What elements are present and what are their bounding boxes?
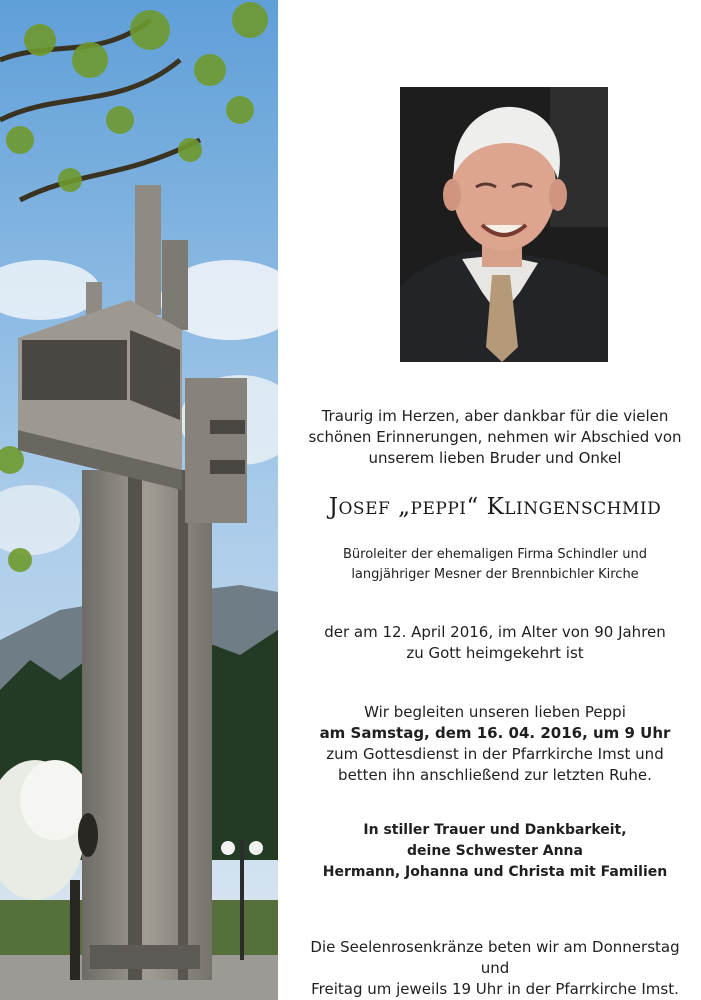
- mourners-line: In stiller Trauer und Dankbarkeit,: [363, 822, 627, 838]
- mourners-line: Hermann, Johanna und Christa mit Familien: [322, 864, 668, 880]
- mourners-line: deine Schwester Anna: [407, 843, 583, 859]
- intro-line: unserem lieben Bruder und Onkel: [368, 449, 622, 467]
- bell-tower-photo: [0, 0, 278, 1000]
- name-part: LINGENSCHMID: [504, 499, 662, 519]
- death-line: der am 12. April 2016, im Alter von 90 Jahren: [324, 623, 666, 641]
- nickname: PEPPI: [410, 499, 467, 519]
- name-part: OSEF: [338, 499, 391, 519]
- intro-line: Traurig im Herzen, aber dankbar für die vielen: [321, 407, 669, 425]
- rosary-notice: [300, 937, 690, 1000]
- deceased-name: [300, 494, 690, 520]
- rosary-line: Die Seelenrosenkränze beten wir am Donnerstag und: [310, 938, 680, 977]
- service-line: Wir begleiten unseren lieben Peppi: [364, 703, 626, 721]
- name-quote-close: “: [466, 494, 487, 520]
- name-initial: J: [328, 494, 339, 520]
- death-notice: [300, 622, 690, 664]
- roles-line: langjähriger Mesner der Brennbichler Kirche: [351, 567, 639, 582]
- service-date: am Samstag, dem 16. 04. 2016, um 9 Uhr: [319, 724, 671, 742]
- portrait-photo: [400, 87, 608, 362]
- name-quote-open: „: [390, 494, 411, 520]
- service-line: zum Gottesdienst in der Pfarrkirche Imst und: [326, 745, 664, 763]
- roles-text: [300, 545, 690, 585]
- roles-line: Büroleiter der ehemaligen Firma Schindler und: [343, 547, 647, 562]
- rosary-line: Freitag um jeweils 19 Uhr in der Pfarrkirche Imst.: [311, 980, 679, 998]
- name-initial: K: [486, 494, 505, 520]
- funeral-service: [300, 702, 690, 786]
- intro-text: [300, 406, 690, 469]
- name-heading: [300, 494, 690, 520]
- intro-line: schönen Erinnerungen, nehmen wir Abschied von: [308, 428, 682, 446]
- death-line: zu Gott heimgekehrt ist: [406, 644, 584, 662]
- service-line: betten ihn anschließend zur letzten Ruhe.: [338, 766, 652, 784]
- mourners: [300, 820, 690, 883]
